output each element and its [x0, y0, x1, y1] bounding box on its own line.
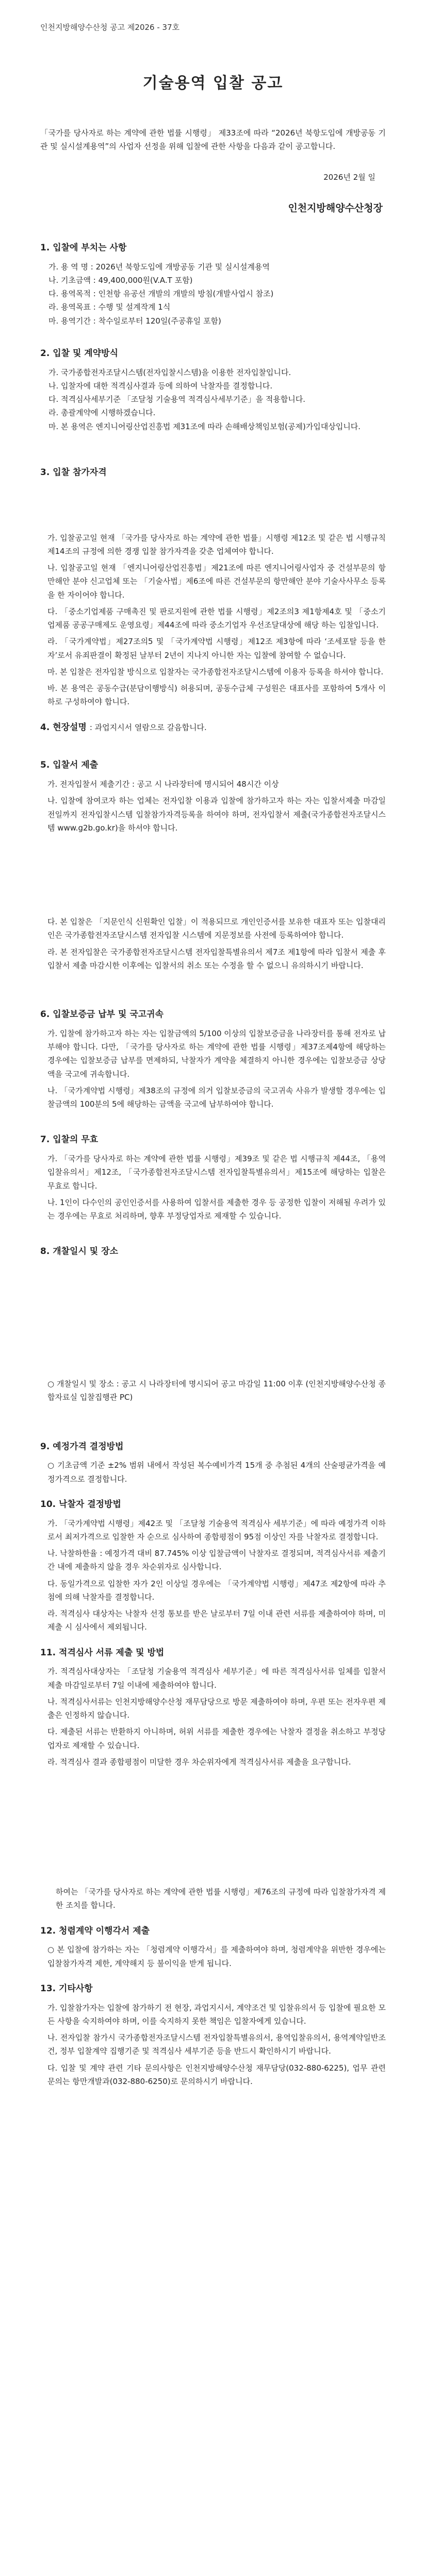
- section-13-title: 13. 기타사항: [40, 1983, 93, 1994]
- section-3-paragraph: 가. 입찰공고일 현재 「국가를 당사자로 하는 계약에 관한 법률」시행령 제12조 및 같은 법 시행규칙 제14조의 규정에 의한 경쟁 입찰 참가자격을 갖춘 업체여야 합니다.: [47, 533, 386, 556]
- section-7-paragraph: 가. 「국가를 당사자로 하는 계약에 관한 법률 시행령」제39조 및 같은 법 시행규칙 제44조, 「용역입찰유의서」제12조, 「국가종합전자조달시스템 전자입찰특별유의서」제15조에 해당하는 입찰은 무효로 합니다.: [47, 1154, 386, 1191]
- section-1-line: 다. 용역목적 : 인천항 유공선 개발의 개발의 방침(개발사업시 참조): [48, 289, 274, 298]
- section-11-paragraph: 다. 제출된 서류는 반환하지 아니하며, 허위 서류를 제출한 경우에는 낙찰자 결정을 취소하고 부정당업자로 제재할 수 있습니다.: [47, 1727, 386, 1750]
- section-6-paragraph: 나. 「국가계약법 시행령」제38조의 규정에 의거 입찰보증금의 국고귀속 사유가 발생할 경우에는 입찰금액의 100분의 5에 해당하는 금액을 국고에 납부하여야 합니다.: [47, 1086, 386, 1109]
- section-4-title: [40, 720, 386, 736]
- section-11-paragraph: 라. 적격심사 결과 종합평점이 미달한 경우 차순위자에게 적격심사서류 제출을 요구합니다.: [47, 1757, 351, 1767]
- section-10-paragraph: 가. 「국가계약법 시행령」제42조 및 「조달청 기술용역 적격심사 세부기준」에 따라 예정가격 이하로서 최저가격으로 입찰한 자 순으로 심사하여 종합평점이 95점 이상인 자를 낙찰자로 결정합니다.: [47, 1518, 386, 1541]
- section-3-paragraph: 나. 입찰공고일 현재 「엔지니어링산업진흥법」제21조에 따른 엔지니어링사업자 중 건설부문의 항만해안 분야 신고업체 또는 「기술사법」제6조에 따른 건설부문의 항만해안 분야 기술사사무소 등록을 한 자이어야 합니다.: [47, 563, 386, 600]
- section-3-paragraph: 다. 「중소기업제품 구매촉진 및 판로지원에 관한 법률 시행령」제2조의3 제1항제4호 및 「중소기업제품 공공구매제도 운영요령」제44조에 따라 중소기업자 우선조달대상에 해당 하는 입찰입니다.: [47, 606, 386, 630]
- section-4-heading: 4. 현장설명: [40, 722, 87, 733]
- section-3-paragraph: 바. 본 용역은 공동수급(분담이행방식) 허용되며, 공동수급체 구성원은 대표사를 포함하여 5개사 이하로 구성하여야 합니다.: [47, 684, 386, 707]
- section-13-paragraph: 나. 전자입찰 참가시 국가종합전자조달시스템 전자입찰특별유의서, 용역입찰유의서, 용역계약일반조건, 정부 입찰계약 집행기준 및 적격심사 세부기준 등을 반드시 확인하시기 바랍니다.: [47, 2033, 386, 2056]
- section-11-title: 11. 적격심사 서류 제출 및 방법: [40, 1647, 165, 1658]
- section-2-line: 마. 본 용역은 엔지니어링산업진흥법 제31조에 따라 손해배상책임보험(공제)가입대상입니다.: [48, 421, 361, 431]
- section-10-paragraph: 라. 적격심사 대상자는 낙찰자 선정 통보를 받은 날로부터 7일 이내 관련 서류를 제출하여야 하며, 미제출 시 심사에서 제외됩니다.: [47, 1609, 386, 1632]
- section-4-text: : 과업지시서 열람으로 갈음합니다.: [89, 722, 207, 732]
- page-title: 기술용역 입찰 공고: [142, 74, 284, 93]
- section-8-text: ○ 개찰일시 및 장소 : 공고 시 나라장터에 명시되어 공고 마감일 11:00 이후 (인천지방해양수산청 종합자료실 입찰집행관 PC): [47, 1379, 386, 1402]
- section-8-title: 8. 개찰일시 및 장소: [40, 1246, 118, 1257]
- notice-date: 2026년 2월 일: [323, 173, 375, 182]
- section-1-line: 라. 용역목표 : 수행 및 설계작계 1식: [48, 302, 171, 312]
- section-10-title: 10. 낙찰자 결정방법: [40, 1499, 121, 1510]
- section-3-title: 3. 입찰 참가자격: [40, 467, 107, 478]
- section-9-title: 9. 예정가격 결정방법: [40, 1441, 124, 1452]
- section-11-paragraph: 나. 적격심사서류는 인천지방해양수산청 재무담당으로 방문 제출하여야 하며, 우편 또는 전자우편 제출은 인정하지 않습니다.: [47, 1697, 386, 1720]
- section-5-paragraph: 라. 본 전자입찰은 국가종합전자조달시스템 전자입찰특별유의서 제7조 제1항에 따라 입찰서 제출 후 입찰서 제출 마감시한 이후에는 입찰서의 취소 또는 수정을 할 수 없으니 유의하시기 바랍니다.: [47, 947, 386, 970]
- section-13-paragraph: 가. 입찰참가자는 입찰에 참가하기 전 현장, 과업지시서, 계약조건 및 입찰유의서 등 입찰에 필요한 모든 사항을 숙지하여야 하며, 이를 숙지하지 못한 책임은 입찰자에게 있습니다.: [47, 2003, 386, 2026]
- section-11-closing: 하여는 「국가를 당사자로 하는 계약에 관한 법률 시행령」제76조의 규정에 따라 입찰참가자격 제한 조치를 합니다.: [56, 1887, 386, 1910]
- section-2-line: 가. 국가종합전자조달시스템(전자입찰시스템)을 이용한 전자입찰입니다.: [48, 367, 291, 377]
- section-5-paragraph: 다. 본 입찰은 「지문인식 신원확인 입찰」이 적용되므로 개인인증서를 보유한 대표자 또는 입찰대리인은 국가종합전자조달시스템 전자입찰 시스템에 지문정보를 사전에 등록하여야 합니다.: [47, 917, 386, 940]
- section-2-line: 나. 입찰자에 대한 적격심사결과 등에 의하여 낙찰자를 결정합니다.: [48, 381, 273, 391]
- section-5-title: 5. 입찰서 제출: [40, 760, 99, 771]
- section-10-paragraph: 나. 낙찰하한율 : 예정가격 대비 87.745% 이상 입찰금액이 낙찰자로 결정되며, 적격심사서류 제출기간 내에 제출하지 않을 경우 차순위자로 심사합니다.: [47, 1549, 386, 1572]
- section-2-line: 다. 적격심사세부기준 「조달청 기술용역 적격심사세부기준」을 적용합니다.: [48, 395, 306, 404]
- section-12-paragraph: ○ 본 입찰에 참가하는 자는 「청렴계약 이행각서」를 제출하여야 하며, 청렴계약을 위반한 경우에는 입찰참가자격 제한, 계약해지 등 불이익을 받게 됩니다.: [47, 1945, 386, 1968]
- section-3-paragraph: 마. 본 입찰은 전자입찰 방식으로 입찰자는 국가종합전자조달시스템에 이용자 등록을 하셔야 합니다.: [47, 667, 384, 676]
- section-1-line: 나. 기초금액 : 49,400,000원(V.A.T 포함): [48, 275, 193, 285]
- intro-paragraph: 「국가를 당사자로 하는 계약에 관한 법률 시행령」 제33조에 따라 “2026년 북항도입에 개방공동 기관 및 실시설계용역”의 사업자 선정을 위해 입찰에 관한 사항을 다음과 같이 공고합니다.: [40, 128, 386, 151]
- notice-number: 인천지방해양수산청 공고 제2026 - 37호: [40, 23, 180, 32]
- section-5-paragraph: 가. 전자입찰서 제출기간 : 공고 시 나라장터에 명시되어 48시간 이상: [47, 779, 279, 789]
- section-12-title: 12. 청렴계약 이행각서 제출: [40, 1925, 150, 1936]
- section-1-line: 마. 용역기간 : 착수일로부터 120일(주공휴일 포함): [48, 316, 221, 326]
- section-2-line: 라. 총괄계약에 시행하겠습니다.: [48, 408, 156, 418]
- section-1-title: 1. 입찰에 부치는 사항: [40, 242, 127, 253]
- section-3-paragraph: 라. 「국가계약법」제27조의5 및 「국가계약법 시행령」제12조 제3항에 따라 ‘조세포탈 등을 한 자’로서 유죄판결이 확정된 날부터 2년이 지나지 아니한 자는 입찰에 참여할 수 없습니다.: [47, 637, 386, 660]
- section-11-paragraph: 가. 적격심사대상자는 「조달청 기술용역 적격심사 세부기준」에 따른 적격심사서류 일체를 입찰서 제출 마감일로부터 7일 이내에 제출하여야 합니다.: [47, 1667, 386, 1690]
- section-5-paragraph: 나. 입찰에 참여코자 하는 업체는 전자입찰 이용과 입찰에 참가하고자 하는 자는 입찰서제출 마감일 전일까지 전자입찰시스템 입찰참가자격등록을 하여야 하며, 전자입찰서 제출(국가종합전자조달시스템 www.g2b.go.kr)을 하셔야 합니다.: [47, 796, 386, 833]
- section-1-line: 가. 용 역 명 : 2026년 북항도입에 개방공동 기관 및 실시설계용역: [48, 262, 270, 272]
- section-2-title: 2. 입찰 및 계약방식: [40, 348, 118, 359]
- section-6-paragraph: 가. 입찰에 참가하고자 하는 자는 입찰금액의 5/100 이상의 입찰보증금을 나라장터를 통해 전자로 납부해야 합니다. 다만, 「국가를 당사자로 하는 계약에 관한 법률 시행령」제37조제4항에 해당하는 경우에는 입찰보증금 납부를 면제하되, 낙찰자가 계약을 체결하지 아니한 경우에는 입찰보증금 상당액을 국고에 귀속합니다.: [47, 1028, 386, 1079]
- section-7-paragraph: 나. 1인이 다수인의 공인인증서를 사용하여 입찰서를 제출한 경우 등 공정한 입찰이 저해될 우려가 있는 경우에는 무효로 처리하며, 향후 부정당업자로 제재할 수 있습니다.: [47, 1197, 386, 1221]
- section-7-title: 7. 입찰의 무효: [40, 1134, 99, 1145]
- section-6-title: 6. 입찰보증금 납부 및 국고귀속: [40, 1009, 164, 1020]
- section-13-paragraph: 다. 입찰 및 계약 관련 기타 문의사항은 인천지방해양수산청 재무담당(032-880-6225), 업무 관련 문의는 항만개발과(032-880-6250)로 문의하시기 바랍니다.: [47, 2063, 386, 2086]
- section-10-paragraph: 다. 동일가격으로 입찰한 자가 2인 이상일 경우에는 「국가계약법 시행령」제47조 제2항에 따라 추첨에 의해 낙찰자를 결정합니다.: [47, 1579, 386, 1602]
- section-9-paragraph: ○ 기초금액 기준 ±2% 범위 내에서 작성된 복수예비가격 15개 중 추첨된 4개의 산술평균가격을 예정가격으로 결정합니다.: [47, 1461, 386, 1484]
- issuing-organization: 인천지방해양수산청장: [288, 202, 383, 214]
